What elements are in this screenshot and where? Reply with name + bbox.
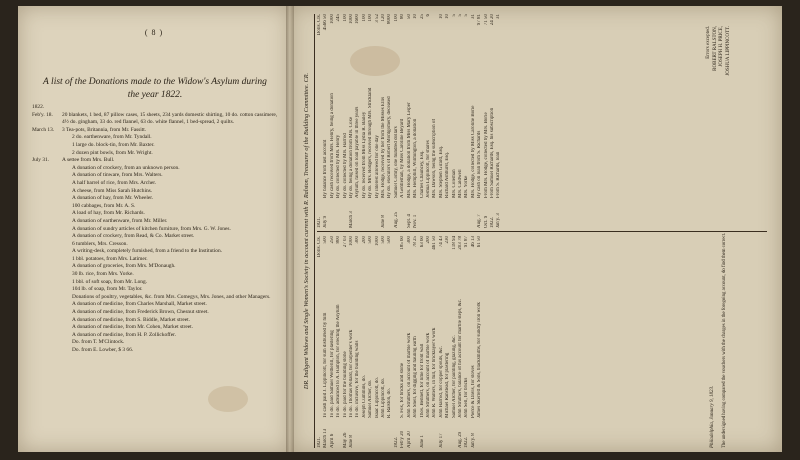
entry-text: A donation of groceries, from Mrs. M'Donaugh.: [72, 263, 176, 270]
debit-description: Samuel Archer, for painting, glazing, &c.: [451, 335, 457, 418]
paper-stain: [208, 386, 248, 412]
credit-date: 1822.: [489, 216, 495, 228]
credit-description: Asylum, raised on loan payable in three years: [355, 106, 361, 198]
entry-text: A donation of earthenware, from Mr. Miller.: [72, 217, 168, 224]
credit-amount: 25: [419, 14, 425, 19]
signer: JOSHUA LIPPINCOTT.: [725, 26, 731, 76]
debit-date: April 20: [406, 431, 412, 448]
entry-date: [32, 241, 62, 249]
donations-list: [32, 104, 282, 355]
entry-text: Do. from T. M'Clintock.: [72, 339, 125, 346]
entry-date: [32, 263, 62, 271]
signers: [706, 26, 732, 226]
entry-date: [32, 248, 62, 256]
entry-text: Donations of poultry, vegetables, &c. from Mrs. Comegys, Mrs. Jones, and other Managers.: [72, 293, 271, 300]
debit-description: John Struthers, on account of marble work: [406, 332, 412, 418]
entry-date: [32, 309, 62, 317]
place-date: Philadelphia, January 9, 1823.: [710, 385, 715, 448]
debit-description: John Sell, for bricks: [464, 377, 470, 418]
account-ledger: [302, 14, 776, 448]
credit-date: March 3: [349, 211, 355, 228]
entry-date: 1822.: [32, 104, 45, 110]
credit-amount: 10: [413, 14, 419, 19]
debit-date: April 6: [329, 433, 335, 448]
donation-entry: [32, 279, 282, 287]
entry-date: [32, 233, 62, 241]
entry-text: A donation of medicine, from S. Biddle, Market street.: [72, 316, 190, 323]
debit-amount: 800: [336, 236, 342, 244]
entry-text: 3 Tea-pots, Britannia, from Mr. Fassitt.: [62, 126, 147, 133]
entry-text: [62, 104, 282, 112]
credit-description: A Gentleman, by Miss Caroline Beyard: [400, 118, 406, 198]
credit-amount: 100: [368, 14, 374, 22]
credit-date: Sept. 4: [406, 214, 412, 228]
entry-date: [32, 218, 62, 226]
debit-date: March 13: [323, 428, 329, 448]
donation-entry: [32, 112, 282, 127]
donation-entry: [32, 195, 282, 203]
debit-date: Jan'y. 8: [470, 433, 476, 448]
credit-amount: 100: [342, 14, 348, 22]
credit-amount: 8000: [387, 14, 393, 24]
debit-description: Pierce & Davis, for stoves: [470, 365, 476, 418]
entry-text: 1 large do. block-tin, from Mr. Baxter.: [72, 141, 155, 148]
donations-list-title: A list of the Donations made to the Widow's Asylum during the year 1822.: [43, 77, 267, 100]
entry-text: A donation of medicine, from Frederick Brown, Chesnut street.: [72, 309, 209, 316]
entry-text: 1 bbl. of soft soap, from Mr. Long.: [72, 278, 148, 285]
debit-description: To do. advanced to A. Hampton, for erecting the Asylum: [336, 304, 342, 418]
donation-entry: [32, 263, 282, 271]
entry-date: [32, 339, 62, 347]
donation-entry: [32, 226, 282, 234]
donation-entry: [32, 286, 282, 294]
credit-description: By do. collected by Mrs. Harrod: [342, 133, 348, 198]
debit-description: Samuel Archer, do.: [368, 379, 374, 418]
donation-entry: [32, 134, 282, 142]
credit-amount: 31: [470, 14, 476, 19]
debit-amount: 185 60: [400, 236, 406, 250]
donation-entry: [32, 210, 282, 218]
entry-date: [32, 324, 62, 332]
entry-text: A half barrel of rice, from Mrs. Archer.: [72, 179, 157, 186]
donation-entry: [32, 188, 282, 196]
entry-date: [32, 317, 62, 325]
ledger-rule: [314, 14, 315, 448]
credit-amount: 80: [400, 14, 406, 19]
credit-amount: 6: [425, 14, 431, 17]
entry-text: A donation of medicine, from Mr. Cohen, Market street.: [72, 324, 193, 331]
credit-description: Mrs. Hodge, a donation from Miss Mary Leiper: [406, 102, 412, 198]
credit-date: Aug. 7: [477, 214, 483, 228]
credit-description: Mrs. Hodge, received by her from the Misses Ellis: [381, 96, 387, 198]
debit-column: [317, 236, 484, 448]
credit-description: From S. Richards, loan: [496, 151, 502, 198]
entry-text: A settee from Mrs. Bull.: [62, 157, 115, 164]
errors-note: Errors excepted.: [706, 26, 711, 59]
credit-description: By interest allowed for one day: [374, 135, 380, 198]
credit-description: By do. collected by Mrs. Henry: [336, 134, 342, 198]
debit-row: [477, 236, 483, 448]
entry-date: [32, 150, 62, 158]
entry-date: [32, 226, 62, 234]
credit-amount: 97 81: [477, 14, 483, 26]
credit-amount: 1000: [349, 14, 355, 24]
credit-date: Aug. 25: [393, 211, 399, 228]
credit-amount: 1000: [329, 14, 335, 24]
debit-description: S. Fox, for bricks and stone: [400, 362, 406, 418]
debit-amount: 63 60: [419, 236, 425, 248]
debit-description: To do. paid for the building stone: [342, 351, 348, 418]
debit-date: [477, 418, 483, 448]
credit-date: Jan'y. 3: [496, 213, 502, 228]
entry-text: A load of hay, from Mr. Richards.: [72, 210, 145, 217]
credit-description: By cash received from Mrs. Henry, being a donation: [329, 93, 335, 198]
donation-entry: [32, 301, 282, 309]
debit-date: May 26: [342, 432, 348, 448]
auditor-certificate: The undersigned having compared the vouchers with the charges in the foregoing account, do find them correct.: [722, 232, 727, 448]
entry-text: A donation of medicine, from H. P. Zollickoffer.: [72, 331, 176, 338]
entry-text: 104 lb. of soap, from Mr. Taylor.: [72, 286, 143, 293]
entry-date: [32, 286, 62, 294]
entry-text: A donation of crockery, from Read, & Co. Market street.: [72, 233, 195, 240]
debit-description: James Skerrett & Sons, blacksmiths, for sundry iron work: [477, 302, 483, 418]
credit-amount: 245: [336, 14, 342, 22]
entry-date: [32, 256, 62, 264]
debit-amount: 118 94: [451, 236, 457, 250]
credit-amount: 1600: [355, 14, 361, 24]
donation-entry: [32, 324, 282, 332]
debit-description: To do. inclusive, for the building walls: [355, 340, 361, 418]
entry-text: A cheese, from Miss Sarah Hutchins.: [72, 187, 153, 194]
debit-description: Michael Ranstead, for plastering: [445, 352, 451, 418]
credit-description: From Mrs. Hodge, collected by Mrs. Borie: [483, 112, 489, 198]
credit-amount: 31: [496, 14, 502, 19]
page-gutter: [286, 6, 294, 452]
credit-description: By do. executors of Robert Montgomery, deceased: [387, 96, 393, 198]
donation-entry: [32, 172, 282, 180]
donation-entry: [32, 339, 282, 347]
entry-text: A donation of medicine, from Charles Marshall, Market street.: [72, 301, 207, 308]
entry-date: [32, 332, 62, 340]
entry-text: A donation of sundry articles of kitchen furniture, from Mrs. G. W. Jones.: [72, 225, 231, 232]
debit-date: Aug. 29: [457, 431, 463, 448]
entry-date: [32, 180, 62, 188]
signer: ROBERT RALSTON,: [712, 26, 718, 71]
debit-amount: 500: [323, 236, 329, 244]
credit-amount: 100: [393, 14, 399, 22]
donation-entry: [32, 157, 282, 165]
debit-description: R. Ralston, do.: [387, 388, 393, 418]
credit-description: Mrs. Coleman: [451, 169, 457, 198]
credit-date: Oct. 9: [483, 215, 489, 228]
debit-description: John Struthers, on account of marble work: [425, 332, 431, 418]
entry-text: 30 lb. rice, from Mrs. Yorke.: [72, 271, 134, 278]
debit-date: June 8: [349, 435, 355, 448]
credit-row: [496, 14, 502, 228]
credit-description: By cash on loan from S. Richards: [477, 130, 483, 198]
credit-description: Samuel Comly, one hundred dollars: [393, 126, 399, 198]
debit-amount: 1000: [374, 236, 380, 246]
debit-date: 1822.: [393, 436, 399, 448]
debit-description: To do. Thomas Pollard, for carpenter's work: [349, 329, 355, 418]
entry-date: [32, 210, 62, 218]
credit-description: Mrs. Yorke: [464, 175, 470, 198]
debit-amount: 200: [425, 236, 431, 244]
credit-amount: 100: [361, 14, 367, 22]
debit-description: Thos. Bennett, for lime for front wall: [419, 343, 425, 418]
debit-description: To do. paid Samuel Wetherill, for plastering: [329, 330, 335, 418]
entry-date: July 31.: [32, 157, 50, 164]
entry-text: 20 blankets, 1 bed, 87 pillow cases, 15 sheets, 234 yards domestic shirting, 10 do. cotton cassimere, 4½ do. gingham, 33 do. red flannel, 63 do. white flannel, 1 bed-spread, 2 quilts.: [62, 111, 278, 126]
left-page: [18, 6, 290, 452]
entry-text: A donation of tinware, from Mrs. Walters.: [72, 172, 163, 179]
debit-amount: 250: [329, 236, 335, 244]
donation-entry: [32, 271, 282, 279]
donation-entry: [32, 332, 282, 340]
signer: JOSEPH H. PRICE,: [719, 26, 725, 67]
credit-description: Mrs. Hemphill, Wilmington, a donation: [413, 118, 419, 198]
entry-text: 2 do. earthenware, from Mr. Tyndall.: [72, 134, 152, 141]
debit-amount: 500: [368, 236, 374, 244]
credit-description: Richard Ashhurst, Esq.: [445, 151, 451, 198]
credit-column: [317, 14, 503, 228]
credit-description: Charles Chauncey, Esq.: [419, 150, 425, 198]
debit-amount: 27 03: [342, 236, 348, 248]
entry-date: [32, 172, 62, 180]
page-number: ( 8 ): [144, 28, 164, 37]
credit-amount: 5: [464, 14, 470, 17]
entry-date: March 13.: [32, 126, 55, 133]
credit-amount: Dolls. Cts.: [317, 14, 322, 36]
credit-description: By balance from last account: [323, 139, 329, 198]
debit-amount: 74 43: [438, 236, 444, 248]
debit-amount: 500: [387, 236, 393, 244]
credit-date: June 8: [381, 215, 387, 228]
donation-entry: [32, 127, 282, 135]
debit-amount: 200: [361, 236, 367, 244]
credit-amount: 5: [457, 14, 463, 17]
credit-date: July 9: [323, 215, 329, 228]
debit-description: Isaac Lippincott, do.: [374, 376, 380, 418]
donation-entry: [32, 347, 282, 355]
entry-date: [32, 301, 62, 309]
entry-date: [32, 279, 62, 287]
entry-date: [32, 188, 62, 196]
entry-date: [32, 142, 62, 150]
credit-amount: 10: [438, 14, 444, 19]
entry-date: [32, 294, 62, 302]
entry-date: [32, 195, 62, 203]
credit-description: Mrs. Hodge, collected by Miss Caroline Borie: [470, 105, 476, 198]
debit-description: John Struthers, balance of his account for marble steps, &c.: [457, 298, 463, 418]
entry-date: [32, 203, 62, 211]
credit-amount: 50: [406, 14, 412, 19]
debit-amount: 46 13: [470, 236, 476, 248]
credit-amount: 4566 50: [323, 14, 329, 31]
entry-text: A donation of crockery, from an unknown person.: [72, 164, 180, 171]
column-divider: [317, 231, 767, 232]
debit-description: Joseph Cummins, do.: [361, 374, 367, 418]
donation-entry: [32, 218, 282, 226]
entry-text: A writing-desk, completely furnished, from a friend to the Institution.: [72, 248, 223, 255]
debit-amount: Dolls. Cts.: [317, 236, 322, 258]
debit-amount: 1000: [349, 236, 355, 246]
credit-amount: 5: [451, 14, 457, 17]
debit-date: July 17: [438, 433, 444, 448]
debit-description: John Harrod, for copper spouts, &c.: [438, 346, 444, 418]
donation-entry: [32, 309, 282, 317]
donation-entry: [32, 203, 282, 211]
credit-amount: 71 50: [483, 14, 489, 26]
debit-amount: 91 87: [464, 236, 470, 248]
credit-date: Nov. 1: [413, 214, 419, 228]
credit-description: By do. Mrs. Rodgers, received through Mrs. Strickland: [368, 87, 374, 198]
credit-description: Mrs. Dawson, being the subscription of: [432, 118, 438, 198]
entry-date: [32, 165, 62, 173]
debit-date: 1821.: [317, 436, 322, 448]
debit-amount: 300: [406, 236, 412, 244]
entry-text: A donation of hay, from Mr. Wheeler.: [72, 195, 154, 202]
donation-entry: [32, 233, 282, 241]
credit-description: Mrs. Stephen Girard, Esq.: [438, 145, 444, 198]
entry-text: 2 dozen pint bowls, from Mr. Wright.: [72, 149, 153, 156]
credit-description: Mrs. Caldwell: [457, 169, 463, 198]
entry-date: [32, 134, 62, 142]
donation-entry: [32, 142, 282, 150]
entry-date: [32, 347, 62, 355]
credit-description: By do. being a donation from Mrs. Coxe: [349, 116, 355, 198]
debit-description: John Lippincott, do.: [381, 377, 387, 418]
debit-amount: 300: [355, 236, 361, 244]
credit-date: 1821.: [317, 216, 322, 228]
credit-description: From Samuel Richards, Esq. his subscription: [489, 107, 495, 198]
ledger-title: DR. Indigent Widows and Single Women's Society in account current with R. Ralston, Treasurer of the Building Committee. CR.: [303, 72, 310, 390]
credit-description: Joshua Lippincott, for shares: [425, 140, 431, 198]
debit-date: Feb'y 20: [400, 430, 406, 448]
donation-entry: [32, 248, 282, 256]
entry-text: 1 bbl. potatoes, from Mrs. Latimer.: [72, 255, 148, 262]
debit-description: John Snell, for digging and hauling earth: [413, 336, 419, 418]
debit-amount: 461 50: [432, 236, 438, 250]
credit-amount: 10: [445, 14, 451, 19]
credit-amount: 120: [381, 14, 387, 22]
credit-description: By do. received from Miss Lydia R. Bailey: [361, 111, 367, 198]
entry-text: 100 cabbages, from Mr. A. S.: [72, 202, 136, 209]
entry-text: Do. from E. Lowber, $ 3 66.: [72, 347, 134, 353]
entry-date: Feb'y. 18.: [32, 111, 53, 118]
debit-amount: 500: [381, 236, 387, 244]
debit-description: To cash paid J. Lippincott, for sum disbursed by him: [323, 312, 329, 418]
credit-amount: 24 20: [489, 14, 495, 26]
entry-date: [32, 271, 62, 279]
debit-date: June 1: [419, 435, 425, 448]
debit-amount: 230: [445, 236, 451, 244]
debit-amount: 78 25: [413, 236, 419, 248]
credit-amount: 3 52: [374, 14, 380, 23]
donation-entry: [32, 180, 282, 188]
debit-amount: 61 50: [477, 236, 483, 248]
donation-entry: [32, 104, 282, 112]
debit-amount: 203 78: [457, 236, 463, 250]
entry-text: 6 tumblers, Mrs. Cresson.: [72, 240, 128, 247]
debit-description: John R. Walters, in full, for bricklayer's work: [432, 327, 438, 418]
debit-date: 1822.: [464, 436, 470, 448]
